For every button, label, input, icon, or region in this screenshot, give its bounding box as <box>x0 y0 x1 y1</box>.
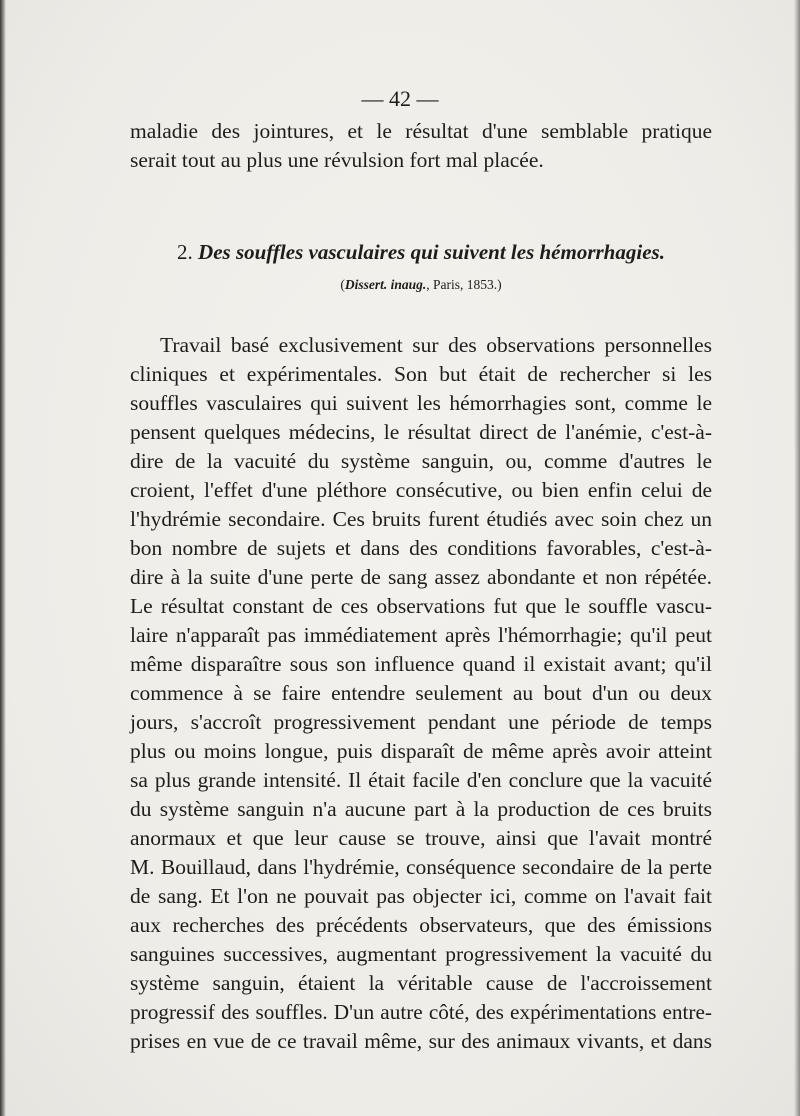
text-line: l'hydrémie secondaire. Ces bruits furent étudiés avec soin chez un <box>130 507 712 531</box>
page-edge-shadow <box>794 0 800 1116</box>
citation-rest: , Paris, 1853.) <box>426 277 502 292</box>
citation-open: ( <box>340 277 345 292</box>
text-line: sanguines successives, augmentant progressivement la vacuité du <box>130 942 712 966</box>
text-line: serait tout au plus une révulsion fort mal placée. <box>130 148 544 172</box>
text-line: anormaux et que leur cause se trouve, ainsi que l'avait montré <box>130 826 712 850</box>
text-line: M. Bouillaud, dans l'hydrémie, conséquence secondaire de la perte <box>130 855 712 879</box>
text-line: maladie des jointures, et le résultat d'une semblable pratique <box>130 119 712 143</box>
text-line: sa plus grande intensité. Il était facile d'en conclure que la vacuité <box>130 768 712 792</box>
citation <box>130 277 712 293</box>
text-line: pensent quelques médecins, le résultat direct de l'anémie, c'est-à- <box>130 420 712 444</box>
section-title: Des souffles vasculaires qui suivent les hémorrhagies. <box>198 240 665 264</box>
text-line: cliniques et expérimentales. Son but était de rechercher si les <box>130 362 712 386</box>
text-line: système sanguin, étaient la véritable cause de l'accroissement <box>130 971 712 995</box>
page-number: — 42 — <box>361 86 439 111</box>
intro-paragraph <box>130 117 712 175</box>
text-line: même disparaître sous son influence quand il existait avant; qu'il <box>130 652 712 676</box>
body-paragraph <box>130 331 712 1056</box>
section-heading <box>130 240 712 265</box>
text-line: laire n'apparaît pas immédiatement après l'hémorrhagie; qu'il peut <box>130 623 712 647</box>
text-line: progressif des souffles. D'un autre côté, des expérimentations entre- <box>130 1000 712 1024</box>
section-number: 2. <box>177 240 193 264</box>
text-line: aux recherches des précédents observateurs, que des émissions <box>130 913 712 937</box>
text-line: jours, s'accroît progressivement pendant une période de temps <box>130 710 712 734</box>
text-line: Travail basé exclusivement sur des observations personnelles <box>160 333 712 357</box>
text-line: souffles vasculaires qui suivent les hémorrhagies sont, comme le <box>130 391 712 415</box>
text-line: Le résultat constant de ces observations fut que le souffle vascu- <box>130 594 712 618</box>
text-line: dire à la suite d'une perte de sang assez abondante et non répétée. <box>130 565 712 589</box>
text-line: prises en vue de ce travail même, sur des animaux vivants, et dans <box>130 1029 712 1053</box>
text-line: de sang. Et l'on ne pouvait pas objecter ici, comme on l'avait fait <box>130 884 712 908</box>
text-line: du système sanguin n'a aucune part à la production de ces bruits <box>130 797 712 821</box>
page-binding-shadow <box>0 0 6 1116</box>
text-line: plus ou moins longue, puis disparaît de même après avoir atteint <box>130 739 712 763</box>
text-line: dire de la vacuité du système sanguin, ou, comme d'autres le <box>130 449 712 473</box>
text-line: commence à se faire entendre seulement au bout d'un ou deux <box>130 681 712 705</box>
citation-source: Dissert. inaug. <box>344 277 427 292</box>
text-line: croient, l'effet d'une pléthore consécutive, ou bien enfin celui de <box>130 478 712 502</box>
text-line: bon nombre de sujets et dans des conditions favorables, c'est-à- <box>130 536 712 560</box>
